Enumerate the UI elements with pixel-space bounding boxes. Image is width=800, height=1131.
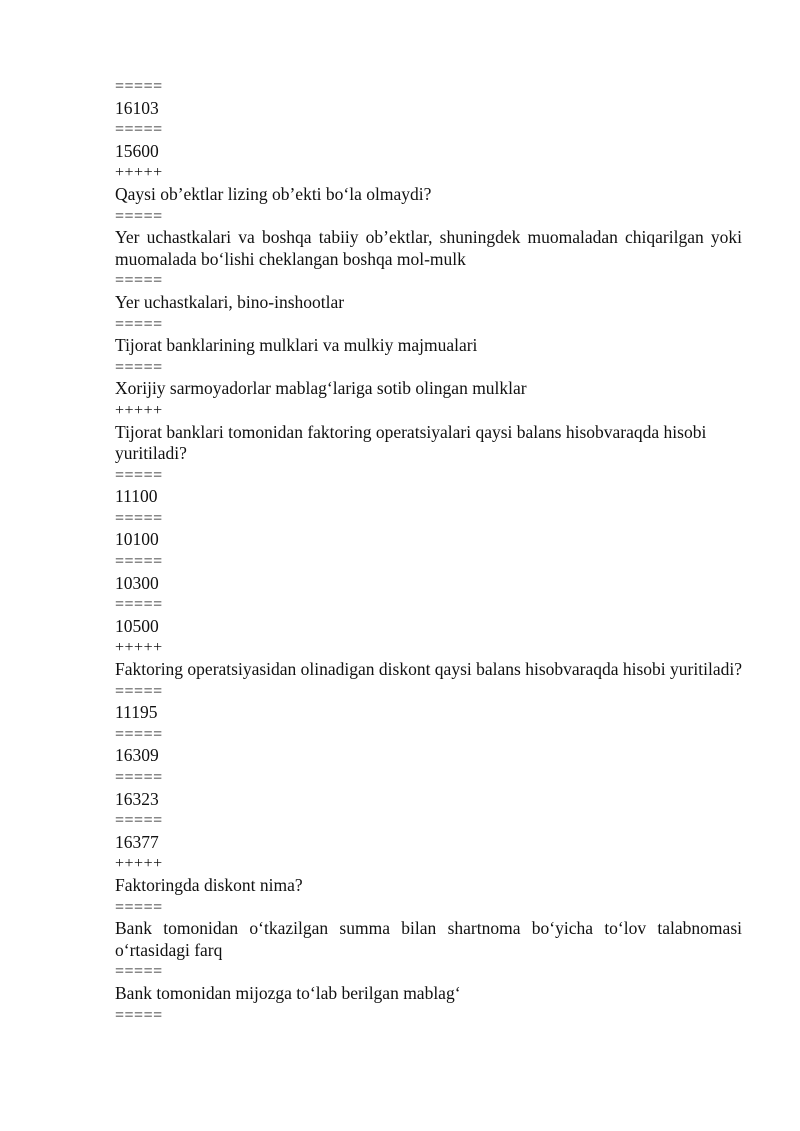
answer-option: 10500 — [115, 615, 159, 636]
separator-line: ===== — [115, 78, 163, 95]
answer-option: 10100 — [115, 529, 159, 550]
separator-line: ===== — [115, 725, 163, 743]
separator-line: ===== — [115, 509, 163, 527]
question-text: Qaysi ob’ektlar lizing ob’ekti bo‘la olmaydi? — [115, 183, 432, 204]
answer-option: 16377 — [115, 831, 159, 852]
separator-line: ===== — [115, 207, 163, 225]
answer-option: Bank tomonidan o‘tkazilgan summa bilan shartnoma bo‘yicha to‘lov talabnomasi o‘rtasidagi farq — [115, 918, 742, 960]
separator-line: ===== — [115, 315, 163, 333]
question-separator: +++++ — [115, 401, 163, 419]
separator-line: ===== — [115, 1006, 163, 1024]
answer-option: 16323 — [115, 788, 159, 809]
answer-option: 11100 — [115, 486, 158, 507]
question-text: Faktoring operatsiyasidan olinadigan diskont qaysi balans hisobvaraqda hisobi yuritiladi? — [115, 659, 742, 680]
answer-option: Bank tomonidan mijozga to‘lab berilgan mablag‘ — [115, 982, 461, 1003]
separator-line: ===== — [115, 596, 163, 614]
separator-line: ===== — [115, 272, 163, 290]
separator-line: ===== — [115, 898, 163, 916]
answer-option: 10300 — [115, 572, 159, 593]
answer-option: Yer uchastkalari, bino-inshootlar — [115, 291, 345, 312]
answer-option: 16103 — [115, 97, 159, 118]
answer-option: 16309 — [115, 745, 159, 766]
separator-line: ===== — [115, 358, 163, 376]
separator-line: ===== — [115, 769, 163, 786]
separator-line: ===== — [115, 812, 163, 830]
question-separator: +++++ — [115, 855, 163, 873]
question-text: Tijorat banklari tomonidan faktoring operatsiyalari qaysi balans hisobvaraqda hisobi yuritiladi? — [115, 421, 707, 464]
question-separator: +++++ — [115, 639, 163, 657]
separator-line: ===== — [115, 121, 163, 139]
answer-option: Xorijiy sarmoyadorlar mablag‘lariga sotib olingan mulklar — [115, 378, 527, 399]
separator-line: ===== — [115, 553, 163, 571]
question-text: Faktoringda diskont nima? — [115, 874, 303, 895]
document-body — [115, 76, 742, 1026]
question-separator: +++++ — [115, 164, 163, 182]
answer-option: Yer uchastkalari va boshqa tabiiy ob’ektlar, shuningdek muomaladan chiqarilgan yoki muomalada bo‘lishi cheklangan boshqa mol-mulk — [115, 227, 742, 269]
answer-option: 11195 — [115, 702, 158, 723]
separator-line: ===== — [115, 963, 163, 981]
separator-line: ===== — [115, 682, 163, 700]
answer-option: Tijorat banklarining mulklari va mulkiy majmualari — [115, 335, 478, 356]
separator-line: ===== — [115, 466, 163, 484]
answer-option: 15600 — [115, 140, 159, 161]
